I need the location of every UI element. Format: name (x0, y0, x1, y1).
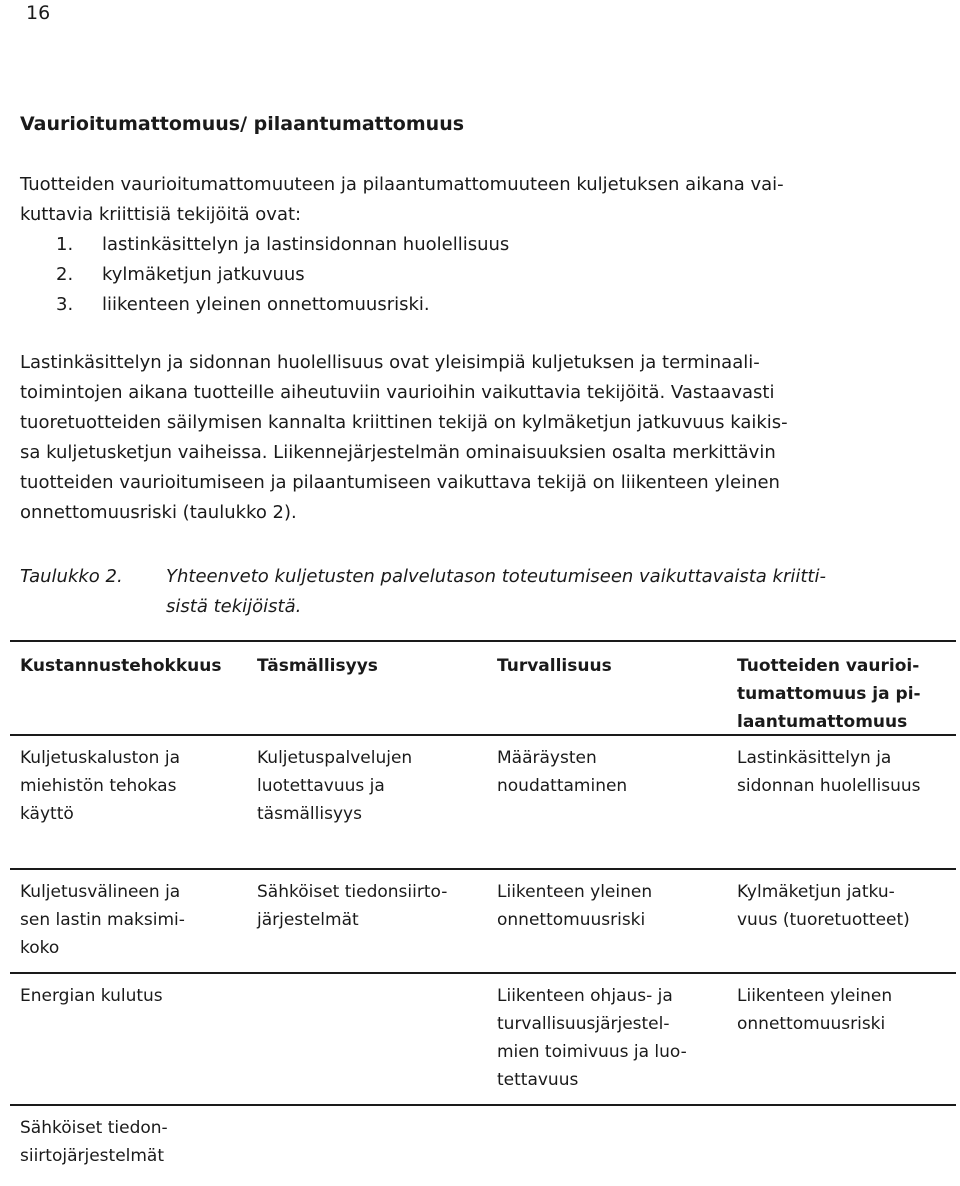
intro-line: kuttavia kriittisiä tekijöitä ovat: (20, 204, 302, 225)
column-header: Tuotteiden vaurioi- tumattomuus ja pi- laantumattomuus (737, 656, 921, 732)
table-cell: Kuljetusvälineen ja sen lastin maksimi- koko (20, 882, 185, 958)
table-row (10, 736, 956, 870)
column-header: Täsmällisyys (257, 656, 378, 676)
table-row (10, 1106, 956, 1186)
paragraph-line: sa kuljetusketjun vaiheissa. Liikennejärjestelmän ominaisuuksien osalta merkittävin (20, 442, 776, 463)
intro-line: Tuotteiden vaurioitumattomuuteen ja pilaantumattomuuteen kuljetuksen aikana vai- (20, 174, 784, 195)
paragraph-line: tuotteiden vaurioitumiseen ja pilaantumiseen vaikuttava tekijä on liikenteen yleinen (20, 472, 780, 493)
section-heading: Vaurioitumattomuus/ pilaantumattomuus (20, 113, 465, 135)
table-cell: Kuljetuskaluston ja miehistön tehokas käyttö (20, 748, 180, 824)
caption-text (166, 562, 826, 622)
table-row (10, 870, 956, 974)
paragraph-line: Lastinkäsittelyn ja sidonnan huolellisuus ovat yleisimpiä kuljetuksen ja terminaali- (20, 352, 760, 373)
list-item (20, 230, 509, 260)
list-item-text: lastinkäsittelyn ja lastinsidonnan huolellisuus (102, 234, 510, 255)
caption-label: Taulukko 2. (20, 566, 123, 587)
table-cell: Energian kulutus (20, 986, 163, 1006)
list-item-number: 2. (56, 264, 74, 285)
table-cell: Liikenteen ohjaus- ja turvallisuusjärjestel- mien toimivuus ja luo- tettavuus (497, 986, 687, 1090)
column-header: Kustannustehokkuus (20, 656, 222, 676)
table-cell (246, 974, 486, 1104)
table-cell: Lastinkäsittelyn ja sidonnan huolellisuus (737, 748, 921, 796)
summary-table (10, 640, 956, 1186)
list-item (20, 290, 509, 320)
list-item-number: 3. (56, 294, 74, 315)
table-row (10, 974, 956, 1106)
table-header-row (10, 642, 956, 736)
table-cell: Kylmäketjun jatku- vuus (tuoretuotteet) (737, 882, 910, 930)
table-cell: Määräysten noudattaminen (497, 748, 628, 796)
list-item-text: kylmäketjun jatkuvuus (102, 264, 305, 285)
table-cell: Sähköiset tiedonsiirto- järjestelmät (257, 882, 448, 930)
table-cell: Sähköiset tiedon- siirtojärjestelmät (20, 1118, 168, 1166)
list-item-number: 1. (56, 234, 74, 255)
table-cell: Kuljetuspalvelujen luotettavuus ja täsmällisyys (257, 748, 413, 824)
paragraph-line: toimintojen aikana tuotteille aiheutuviin vaurioihin vaikuttavia tekijöitä. Vastaavasti (20, 382, 775, 403)
table-cell: Liikenteen yleinen onnettomuusriski (497, 882, 653, 930)
column-header: Turvallisuus (497, 656, 612, 676)
table-cell: Liikenteen yleinen onnettomuusriski (737, 986, 893, 1034)
table-cell (486, 1106, 726, 1186)
paragraph-line: tuoretuotteiden säilymisen kannalta kriittinen tekijä on kylmäketjun jatkuvuus kaikis- (20, 412, 788, 433)
list-item (20, 260, 509, 290)
paragraph-line: onnettomuusriski (taulukko 2). (20, 502, 297, 523)
caption-line: sistä tekijöistä. (166, 596, 302, 617)
caption-line: Yhteenveto kuljetusten palvelutason toteutumiseen vaikuttavaista kriitti- (166, 566, 826, 587)
intro-text (20, 170, 920, 230)
list-item-text: liikenteen yleinen onnettomuusriski. (102, 294, 430, 315)
criteria-list (20, 230, 509, 320)
table-cell (726, 1106, 956, 1186)
body-paragraph (20, 348, 940, 528)
table-cell (246, 1106, 486, 1186)
page-number: 16 (26, 2, 51, 24)
